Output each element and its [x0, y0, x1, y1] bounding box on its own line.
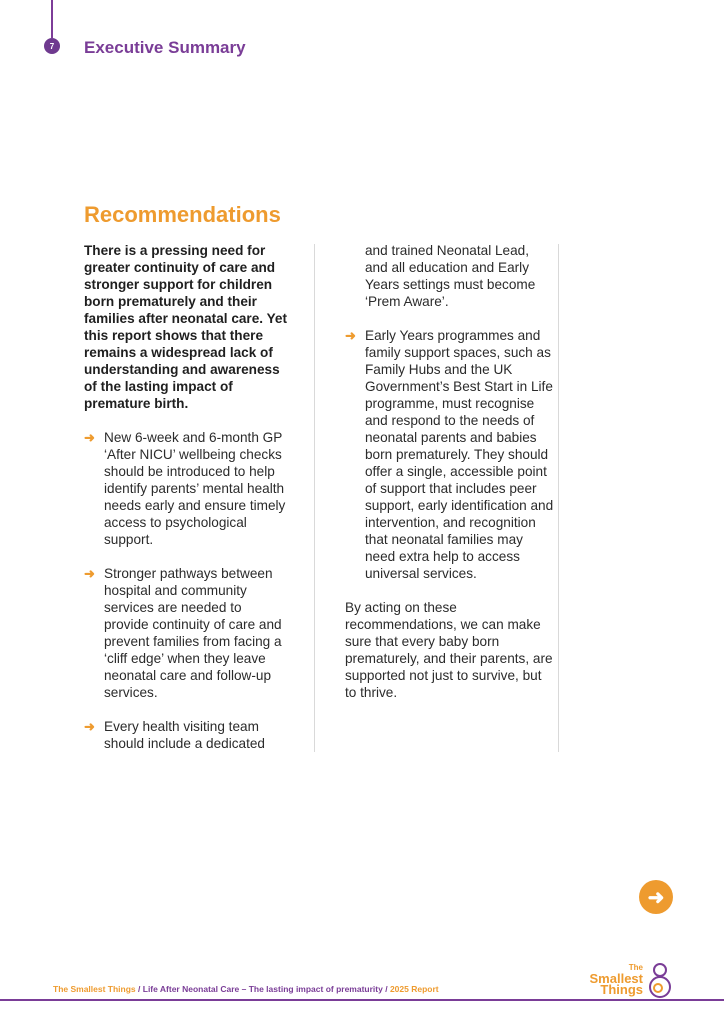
- section-title: Recommendations: [84, 202, 281, 227]
- footer-text: [53, 984, 439, 994]
- column-divider: [558, 244, 559, 752]
- list-item: [84, 718, 289, 752]
- arrow-right-icon: ➜: [84, 566, 95, 581]
- arrow-right-icon: ➜: [345, 328, 356, 343]
- list-item-text: New 6-week and 6-month GP ‘After NICU’ wellbeing checks should be introduced to help identify parents’ mental health needs early and ensure timely access to psychological support.: [104, 430, 286, 547]
- header-title: Executive Summary: [84, 38, 246, 57]
- list-item-text: Early Years programmes and family support spaces, such as Family Hubs and the UK Government’s Best Start in Life programme, must recognise and respond to the needs of neonatal parents and babies born prematurely. They should offer a single, accessible point of support that includes peer support, early identification and intervention, and recognition that neonatal families may need extra help to access universal services.: [365, 328, 554, 581]
- list-item: [84, 565, 289, 701]
- logo-line2: Smallest: [589, 971, 643, 986]
- header-accent-line: [51, 0, 53, 38]
- logo-line1: The: [628, 963, 643, 972]
- list-item-text: and trained Neonatal Lead, and all education and Early Years settings must become ‘Prem Aware’.: [365, 243, 536, 309]
- page-number-badge: 7: [44, 38, 60, 54]
- footer-year: 2025 Report: [389, 984, 439, 994]
- list-item-continuation: [345, 242, 555, 310]
- list-item-text: Every health visiting team should include a dedicated: [104, 719, 265, 751]
- list-item: [84, 429, 289, 548]
- arrow-right-icon: ➜: [84, 430, 95, 445]
- column-right: [345, 242, 555, 701]
- arrow-right-circle-icon: ➜: [647, 886, 665, 909]
- column-divider: [314, 244, 315, 752]
- smallest-things-logo: [588, 962, 678, 1002]
- logo-line3: Things: [600, 982, 643, 997]
- footer-separator: /: [135, 984, 143, 994]
- column-left: [84, 242, 289, 769]
- list-item-text: Stronger pathways between hospital and community services are needed to provide continuity of care and prevent families from facing a ‘cliff edge’ when they leave neonatal care and follow-up services.: [104, 566, 282, 700]
- closing-paragraph: By acting on these recommendations, we can make sure that every baby born prematurely, and their parents, are supported not just to survive, but to thrive.: [345, 600, 553, 700]
- footer-separator: /: [382, 984, 390, 994]
- footer-report-title: Life After Neonatal Care – The lasting impact of prematurity: [142, 984, 383, 994]
- footer-org: The Smallest Things: [53, 984, 136, 994]
- next-page-button[interactable]: [639, 880, 673, 914]
- parent-baby-logo-icon: [646, 962, 676, 1002]
- arrow-right-icon: ➜: [84, 719, 95, 734]
- list-item: [345, 327, 555, 582]
- intro-paragraph: There is a pressing need for greater continuity of care and stronger support for children born prematurely and their families after neonatal care. Yet this report shows that there remains a widespread lack of understanding and awareness of the lasting impact of premature birth.: [84, 243, 287, 411]
